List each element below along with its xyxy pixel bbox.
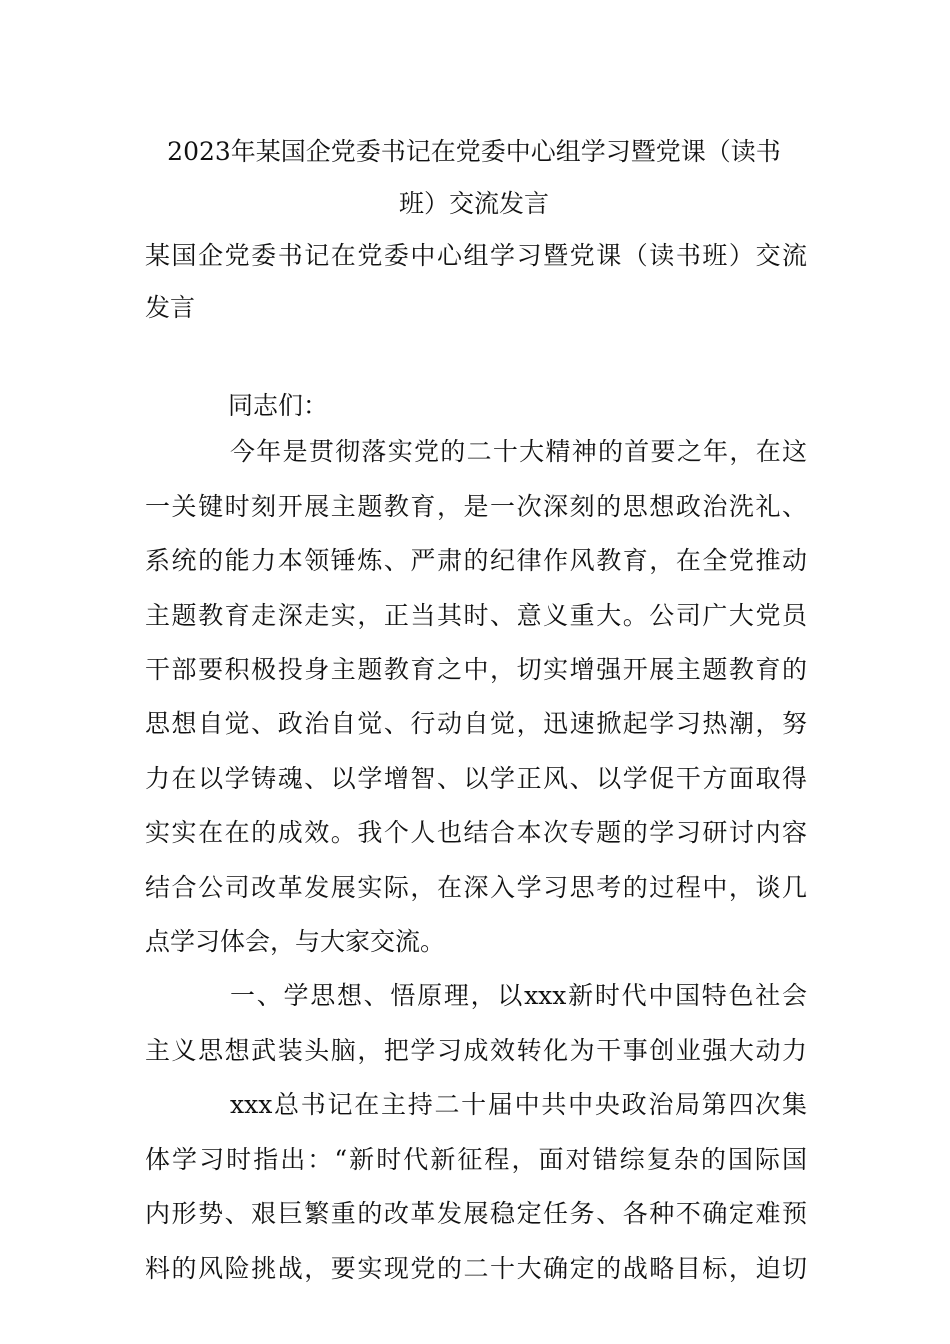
- subtitle-line-2: 发言: [145, 293, 196, 322]
- paragraph-1-line: 点学习体会，与大家交流。: [145, 927, 446, 956]
- paragraph-1-line: 主题教育走深走实，正当其时、意义重大。公司广大党员: [145, 601, 807, 630]
- document-title-line-1: 2023年某国企党委书记在党委中心组学习暨党课（读书: [167, 137, 781, 166]
- paragraph-1-line: 今年是贯彻落实党的二十大精神的首要之年，在这: [230, 437, 807, 466]
- paragraph-1-line: 一关键时刻开展主题教育，是一次深刻的思想政治洗礼、: [145, 492, 807, 521]
- paragraph-2-line: xxx总书记在主持二十届中共中央政治局第四次集: [230, 1090, 807, 1119]
- paragraph-1-line: 实实在在的成效。我个人也结合本次专题的学习研讨内容: [145, 818, 807, 847]
- paragraph-1-line: 干部要积极投身主题教育之中，切实增强开展主题教育的: [145, 655, 807, 684]
- document-title-line-2: 班）交流发言: [398, 189, 549, 218]
- section-1-heading-line: 主义思想武装头脑，把学习成效转化为干事创业强大动力: [145, 1036, 807, 1065]
- salutation: 同志们：: [228, 391, 329, 420]
- paragraph-1-line: 系统的能力本领锤炼、严肃的纪律作风教育，在全党推动: [145, 546, 807, 575]
- section-1-heading-line: 一、学思想、悟原理，以xxx新时代中国特色社会: [230, 981, 807, 1010]
- paragraph-2-line: 内形势、艰巨繁重的改革发展稳定任务、各种不确定难预: [145, 1199, 807, 1228]
- paragraph-1-line: 力在以学铸魂、以学增智、以学正风、以学促干方面取得: [145, 764, 807, 793]
- paragraph-2-line: 料的风险挑战，要实现党的二十大确定的战略目标，迫切: [145, 1254, 807, 1283]
- paragraph-1-line: 结合公司改革发展实际，在深入学习思考的过程中，谈几: [145, 873, 807, 902]
- paragraph-2-line: 体学习时指出：“新时代新征程，面对错综复杂的国际国: [145, 1145, 807, 1174]
- subtitle-line-1: 某国企党委书记在党委中心组学习暨党课（读书班）交流: [145, 241, 807, 270]
- paragraph-1-line: 思想自觉、政治自觉、行动自觉，迅速掀起学习热潮，努: [145, 709, 807, 738]
